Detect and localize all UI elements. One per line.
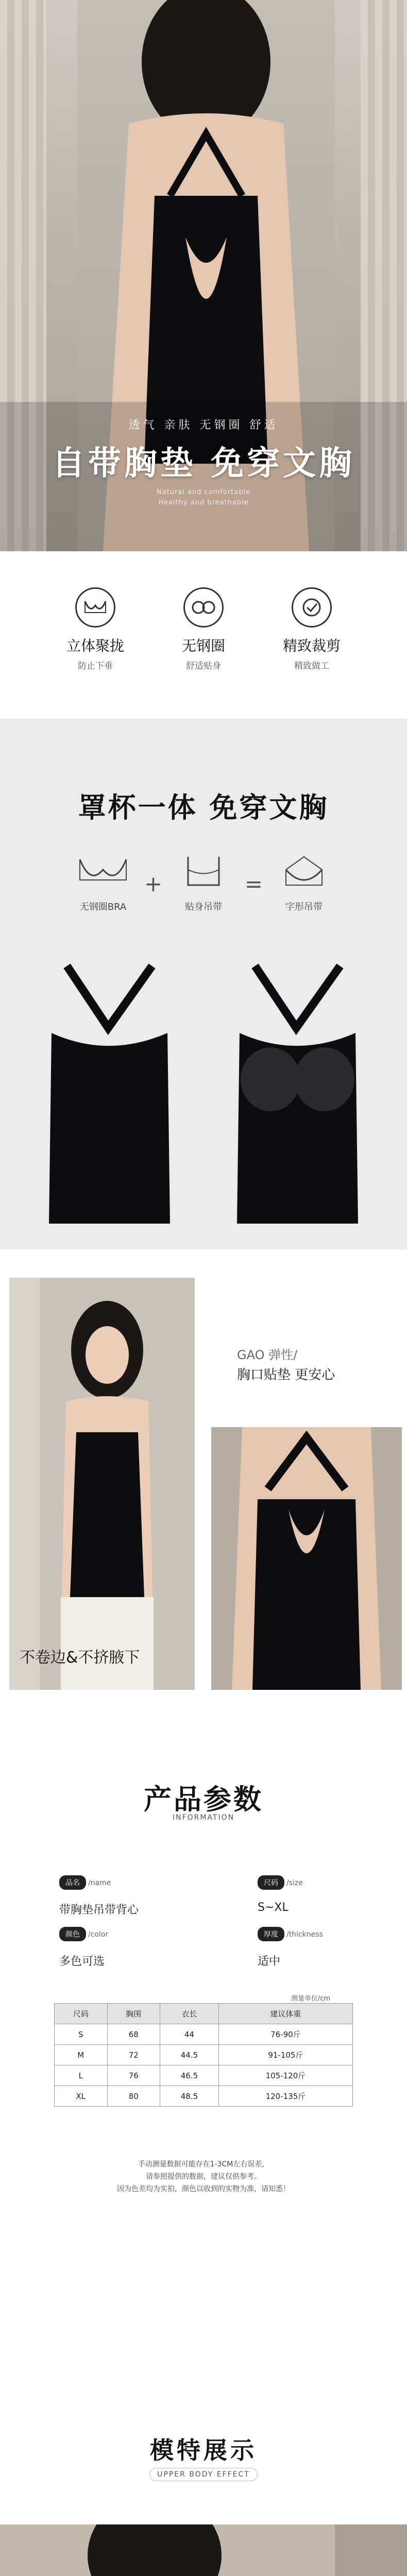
camisole-icon [175, 854, 232, 890]
param-badge: 颜色 [59, 1927, 86, 1941]
feature-fine-cut [265, 587, 358, 690]
feature-title: 立体聚拢 [66, 637, 124, 654]
param-value: S~XL [258, 1901, 289, 1914]
table-header-row [55, 2004, 353, 2024]
table-cell: 44 [160, 2024, 219, 2045]
table-header-cell: 尺码 [55, 2004, 108, 2024]
cup-item-bra [70, 854, 137, 913]
table-cell: 105-120斤 [218, 2065, 352, 2086]
equals-sign: = [244, 871, 263, 896]
model-back-photo [211, 1427, 402, 1690]
table-cell: 80 [107, 2086, 160, 2107]
param-color [59, 1927, 204, 1969]
disclaimer-line: 手动测量数据可能存在1-3CM左右误差， [138, 2160, 269, 2168]
model-show-title: 模特展示 [150, 2436, 257, 2464]
cup-title: 罩杯一体 免穿文胸 [78, 791, 329, 824]
feature-subtitle: 舒适贴身 [186, 661, 221, 671]
hero-subtitle-2: Healthy and breathable [158, 499, 249, 506]
hero-subtitle-1: Natural and comfortable [156, 488, 251, 496]
param-en: /size [286, 1879, 303, 1887]
table-row [55, 2065, 353, 2086]
cup-item-label: 字形吊带 [285, 902, 323, 912]
feature-subtitle: 防止下垂 [78, 661, 113, 671]
table-cell: 48.5 [160, 2086, 219, 2107]
feature-subtitle: 精致做工 [294, 661, 329, 671]
bra-icon [75, 587, 115, 628]
feature-title: 无钢圈 [181, 637, 225, 654]
param-value: 适中 [258, 1955, 281, 1968]
param-badge: 品名 [59, 1875, 86, 1890]
param-thickness [258, 1927, 402, 1969]
feature-no-wire [157, 587, 250, 690]
cup-section [0, 719, 407, 1249]
cup-item-halter [270, 854, 337, 913]
size-unit-note: 测量单位/cm [291, 1995, 331, 2003]
table-cell: 76-90斤 [218, 2024, 352, 2045]
cup-item-cami [170, 854, 237, 913]
model-front-photo [9, 1278, 195, 1690]
param-en: /color [88, 1930, 109, 1939]
table-cell: 68 [107, 2024, 160, 2045]
table-cell: 44.5 [160, 2045, 219, 2065]
table-cell: S [55, 2024, 108, 2045]
table-header-cell: 胸围 [107, 2004, 160, 2024]
cup-item-label: 无钢圈BRA [79, 902, 127, 912]
hero-tagline: 透气 亲肤 无钢圈 舒适 [128, 419, 279, 432]
table-row [55, 2024, 353, 2045]
table-cell: 72 [107, 2045, 160, 2065]
table-cell: 46.5 [160, 2065, 219, 2086]
table-cell: 76 [107, 2065, 160, 2086]
param-value: 多色可选 [59, 1955, 105, 1968]
disclaimer-line: 因为色差均为实拍，颜色以收到的实物为准，请知悉！ [117, 2185, 290, 2193]
params-title: 产品参数 [144, 1783, 263, 1816]
table-header-cell: 衣长 [160, 2004, 219, 2024]
table-cell: 91-105斤 [218, 2045, 352, 2065]
table-row [55, 2086, 353, 2107]
hero-title: 自带胸垫 免穿文胸 [52, 445, 355, 483]
table-header-cell: 建议体重 [218, 2004, 352, 2024]
checkmark-icon [292, 587, 332, 628]
feature-text: 胸口贴垫 更安心 [237, 1367, 335, 1383]
garment-front-image [31, 961, 188, 1229]
model-show-subtitle: UPPER BODY EFFECT [149, 2468, 258, 2481]
table-cell: 120-135斤 [218, 2086, 352, 2107]
model-photo-back [0, 2524, 407, 2576]
params-subtitle: INFORMATION [172, 1814, 235, 1822]
features-row [0, 567, 407, 690]
feature-title: 精致裁剪 [282, 637, 341, 654]
param-value: 带胸垫吊带背心 [59, 1904, 139, 1917]
table-row [55, 2045, 353, 2065]
cup-item-label: 贴身吊带 [184, 902, 222, 912]
bra-icon [75, 854, 131, 890]
garment-inside-image [219, 961, 376, 1229]
param-en: /thickness [286, 1930, 323, 1939]
table-cell: XL [55, 2086, 108, 2107]
cup-formula [70, 842, 337, 925]
feature-tag: GAO 弹性/ [237, 1348, 298, 1362]
model-caption: 不卷边&不挤腋下 [20, 1649, 140, 1667]
disclaimer-line: 请参照提供的数据，建议仅供参考。 [146, 2173, 261, 2181]
param-name [59, 1875, 204, 1917]
model-section [0, 1273, 407, 1710]
size-table [54, 2003, 353, 2107]
param-badge: 尺码 [258, 1875, 284, 1890]
table-cell: M [55, 2045, 108, 2065]
feature-push-up [49, 587, 142, 690]
param-en: /name [88, 1879, 111, 1887]
table-cell: L [55, 2065, 108, 2086]
param-badge: 厚度 [258, 1927, 284, 1941]
bra-icon [183, 587, 224, 628]
hero-banner [0, 0, 407, 551]
param-size [258, 1875, 402, 1914]
halter-icon [276, 854, 332, 890]
plus-sign: + [144, 871, 163, 896]
